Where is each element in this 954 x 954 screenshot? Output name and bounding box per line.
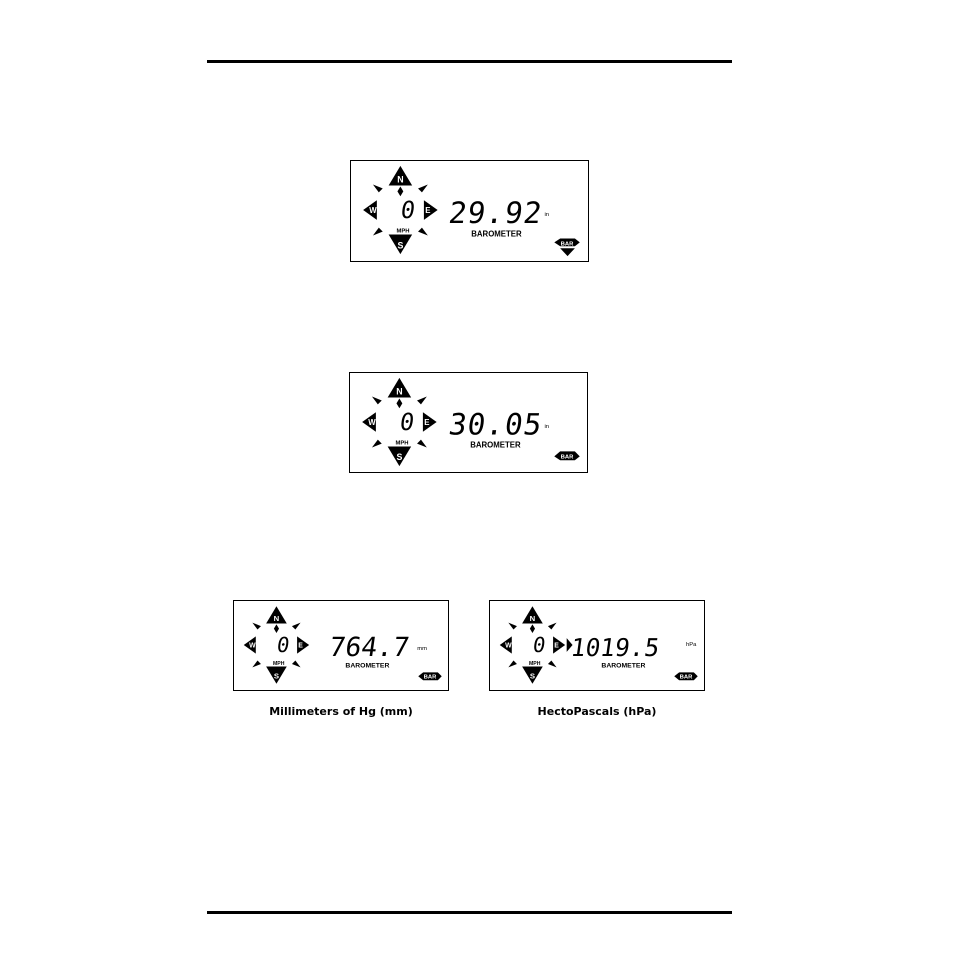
bar-badge-label: BAR (560, 454, 574, 461)
compass-north-notch (396, 398, 402, 408)
wind-speed-unit: MPH (273, 660, 285, 667)
lcd-display-hectopascals (489, 600, 705, 691)
compass-south-label: S (396, 452, 403, 463)
barometer-label: BAROMETER (345, 662, 390, 670)
lcd-display-millimeters (233, 600, 449, 691)
compass-west-label: W (368, 417, 376, 427)
bar-badge-label: BAR (560, 241, 574, 248)
compass-se-pointer (548, 661, 557, 668)
compass-north-label: N (529, 613, 536, 623)
wind-speed-value: 0 (275, 632, 292, 657)
compass-sw-pointer (373, 228, 383, 236)
pressure-unit: in (544, 211, 550, 218)
barometer-label: BAROMETER (601, 662, 646, 670)
pressure-unit: in (544, 423, 550, 430)
pressure-reading: 764.7 (327, 631, 412, 663)
compass-north-notch (397, 186, 403, 196)
wind-speed-unit: MPH (395, 440, 409, 447)
lcd-panel (351, 161, 588, 261)
compass-sw-pointer (252, 661, 261, 668)
pressure-reading: 29.92 (446, 195, 545, 230)
compass-south-label: S (273, 671, 280, 681)
compass-east-label: E (425, 205, 431, 215)
barometer-label: BAROMETER (470, 440, 521, 450)
header-rule (207, 60, 732, 63)
pressure-reading: 30.05 (446, 407, 545, 442)
compass-east-label: E (298, 642, 303, 650)
compass-nw-pointer (508, 623, 517, 630)
compass-north-notch (274, 624, 279, 633)
compass-south-label: S (397, 240, 404, 251)
compass-east-label: E (554, 642, 559, 650)
compass-east-label: E (424, 417, 430, 427)
compass-ne-pointer (548, 623, 557, 630)
compass-se-pointer (418, 228, 428, 236)
compass-ne-pointer (292, 623, 301, 630)
compass-north-label: N (273, 613, 280, 623)
lcd-display-inches-1 (350, 160, 589, 262)
compass-ne-pointer (418, 185, 428, 193)
bar-badge-label: BAR (423, 674, 437, 681)
bar-badge-label: BAR (679, 674, 693, 681)
compass-rose (244, 606, 309, 683)
lcd-panel (350, 373, 587, 472)
pressure-reading: 1019.5 (568, 632, 662, 662)
compass-rose (363, 166, 438, 254)
compass-nw-pointer (372, 397, 382, 405)
pressure-unit: hPa (686, 641, 697, 648)
caption-hectopascals: HectoPascals (hPa) (537, 705, 657, 718)
compass-sw-pointer (508, 661, 517, 668)
compass-se-pointer (292, 661, 301, 668)
pressure-unit: mm (417, 645, 428, 652)
barometer-label: BAROMETER (471, 229, 522, 239)
compass-nw-pointer (252, 623, 261, 630)
compass-south-label: S (529, 671, 536, 681)
wind-speed-value: 0 (531, 632, 548, 657)
wind-speed-unit: MPH (529, 660, 541, 667)
wind-speed-unit: MPH (396, 228, 410, 235)
compass-ne-pointer (417, 397, 427, 405)
footer-rule (207, 911, 732, 914)
compass-se-pointer (417, 440, 427, 448)
compass-north-label: N (396, 386, 403, 397)
lcd-panel (234, 601, 448, 690)
caption-millimeters: Millimeters of Hg (mm) (269, 705, 413, 718)
compass-north-label: N (397, 174, 404, 185)
compass-west-label: W (369, 205, 377, 215)
compass-west-label: W (505, 642, 512, 650)
lcd-panel (490, 601, 704, 690)
wind-speed-value: 0 (397, 407, 417, 436)
lcd-display-inches-2 (349, 372, 588, 473)
wind-speed-value: 0 (398, 195, 418, 224)
compass-west-label: W (249, 642, 256, 650)
down-arrow-icon (560, 248, 575, 256)
compass-rose (500, 606, 565, 683)
compass-north-notch (530, 624, 535, 633)
compass-nw-pointer (373, 185, 383, 193)
compass-sw-pointer (372, 440, 382, 448)
compass-rose (362, 378, 436, 466)
